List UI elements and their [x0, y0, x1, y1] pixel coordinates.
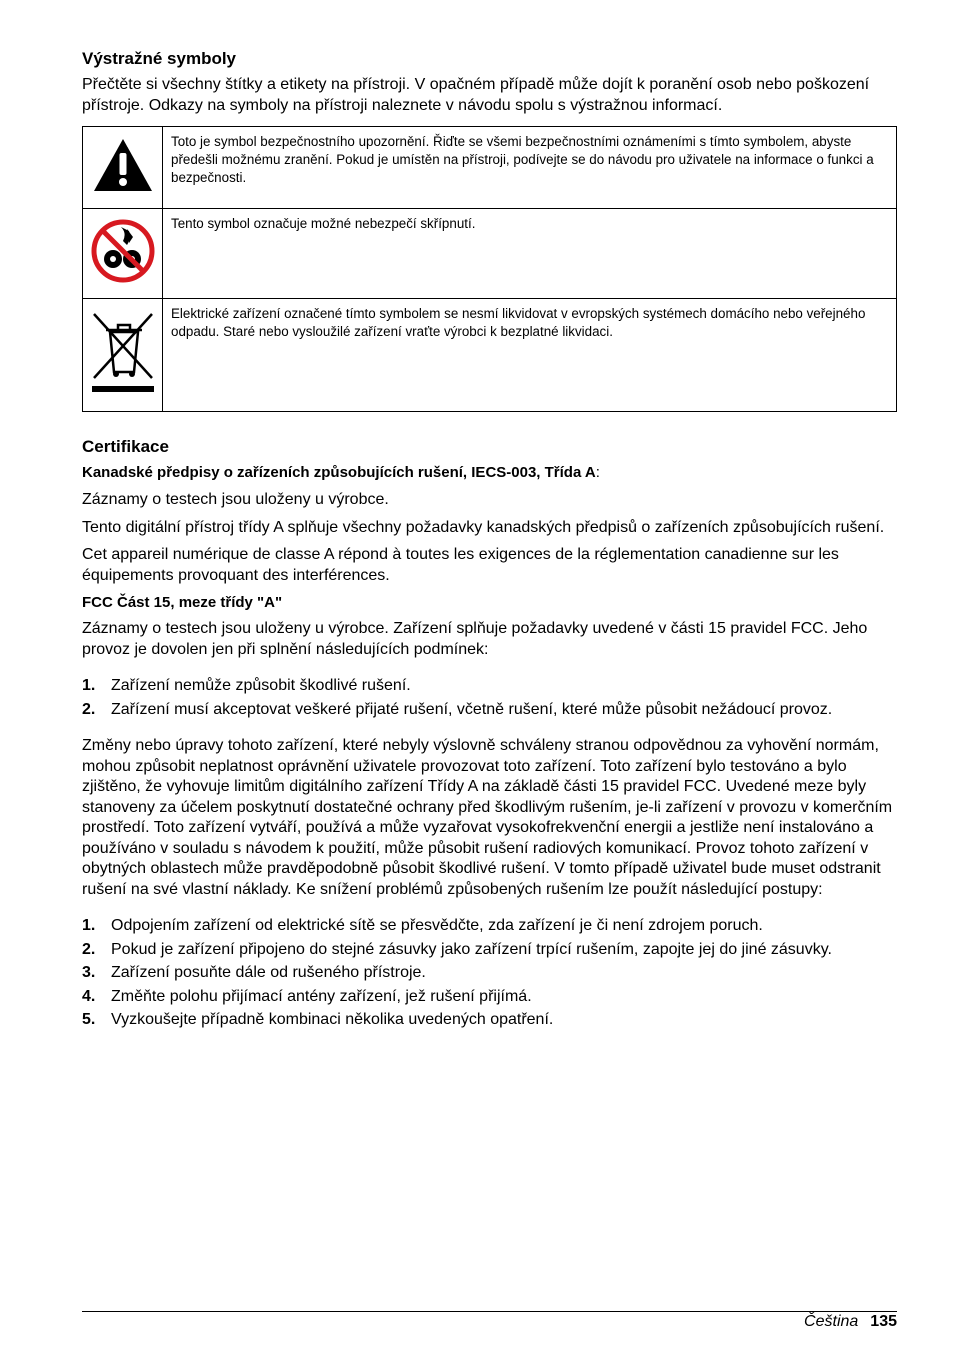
pinch-hazard-icon: [91, 219, 155, 283]
list-item: [82, 940, 897, 961]
list-item-number: 4.: [82, 987, 96, 1005]
page-content: [82, 48, 897, 1034]
warning-triangle-icon: [92, 137, 154, 193]
fcc-paragraph-2: Změny nebo úpravy tohoto zařízení, které nebyly výslovně schváleny stranou odpovědnou za vyhovění normám, mohou způsobit neplatnost oprávnění uživatele provozovat toto zařízení. Toto zařízení bylo testováno a bylo zjištěno, že vyhovuje limitům digitálního zařízení Třídy A na základě části 15 pravidel FCC. Uvedené meze byly stanoveny za účelem poskytnutí dostatečné ochrany před škodlivým rušením, je-li zařízení v provozu v komerčním prostředí. Toto zařízení vytváří, používá a může vyzařovat vysokofrekvenční energii a jestliže není instalováno a používáno v souladu s návodem k použití, může působit rušení radiových komunikací. Provoz tohoto zařízení v obytných oblastech může pravděpodobně působit škodlivé rušení. V tomto případě uživatel bude muset odstranit rušení na své vlastní náklady. Ke snížení problémů způsobených rušením lze použít následující postupy:: [82, 737, 893, 898]
list-item-number: 5.: [82, 1011, 96, 1028]
footer-language: Čeština: [804, 1313, 859, 1330]
symbol-description: Tento symbol označuje možné nebezpečí skřípnutí.: [163, 209, 897, 299]
table-row: [83, 209, 897, 299]
list-item: [82, 700, 897, 721]
symbols-table: [82, 126, 897, 412]
canada-paragraph-1: Záznamy o testech jsou uloženy u výrobce.: [82, 491, 389, 508]
canada-heading-suffix: :: [595, 464, 600, 481]
fcc-heading: FCC Část 15, meze třídy "A": [82, 594, 283, 611]
canada-heading-text: Kanadské předpisy o zařízeních způsobujících rušení, IECS-003, Třída A: [82, 464, 596, 481]
symbol-cell: [83, 299, 163, 412]
symbol-cell: [83, 127, 163, 209]
symbol-cell: [83, 209, 163, 299]
canada-paragraph-2: Tento digitální přístroj třídy A splňuje všechny požadavky kanadských předpisů o zařízeních způsobujících rušení.: [82, 518, 885, 536]
table-row: [83, 127, 897, 209]
list-item-number: 1.: [82, 677, 96, 694]
list-item-text: Vyzkoušejte případně kombinaci několika uvedených opatření.: [111, 1011, 554, 1028]
list-item-number: 3.: [82, 964, 96, 981]
list-item-text: Pokud je zařízení připojeno do stejné zásuvky jako zařízení trpící rušením, zapojte jej do jiné zásuvky.: [111, 940, 832, 958]
symbol-description: Elektrické zařízení označené tímto symbolem se nesmí likvidovat v evropských systémech domácího nebo veřejného odpadu. Staré nebo vysloužilé zařízení vraťte výrobci k bezplatné likvidaci.: [163, 299, 897, 412]
table-row: [83, 299, 897, 412]
list-item-number: 2.: [82, 700, 96, 718]
fcc-conditions-list: [82, 676, 897, 720]
canada-paragraph-3: Cet appareil numérique de classe A répond à toutes les exigences de la réglementation canadienne sur les équipements provoquant des interférences.: [82, 546, 839, 584]
list-item: [82, 916, 897, 937]
symbol-description: Toto je symbol bezpečnostního upozornění. Řiďte se všemi bezpečnostními oznámeními s tímto symbolem, abyste předešli možnému zranění. Pokud je umístěn na přístroji, podívejte se do návodu pro uživatele na informace o funkci a bezpečnosti.: [163, 127, 897, 209]
page-footer: [804, 1312, 897, 1332]
list-item-text: Zařízení nemůže způsobit škodlivé rušení.: [111, 677, 411, 694]
fcc-remedies-list: [82, 916, 897, 1031]
page-number: 135: [870, 1313, 897, 1330]
list-item: [82, 676, 897, 697]
fcc-paragraph-1: Záznamy o testech jsou uloženy u výrobce. Zařízení splňuje požadavky uvedené v části 15 pravidel FCC. Jeho provoz je dovolen jen při splnění následujících podmínek:: [82, 620, 868, 658]
certification-section: [82, 436, 897, 1031]
section-heading-certification: Certifikace: [82, 437, 169, 456]
section-heading-warning-symbols: Výstražné symboly: [82, 49, 237, 68]
warning-intro-paragraph: Přečtěte si všechny štítky a etikety na přístroji. V opačném případě může dojít k poranění osob nebo poškození přístroje. Odkazy na symboly na přístroji naleznete v návodu spolu s výstražnou informací.: [82, 76, 870, 114]
canada-heading: [82, 463, 897, 483]
list-item-text: Změňte polohu přijímací antény zařízení, jež rušení přijímá.: [111, 987, 532, 1005]
list-item-text: Odpojením zařízení od elektrické sítě se přesvědčte, zda zařízení je či není zdrojem poruch.: [111, 917, 763, 934]
list-item-number: 1.: [82, 917, 96, 934]
list-item: [82, 1010, 897, 1031]
weee-crossed-bin-icon: [90, 310, 156, 396]
list-item: [82, 963, 897, 984]
list-item-number: 2.: [82, 940, 96, 958]
list-item-text: Zařízení musí akceptovat veškeré přijaté rušení, včetně rušení, které může působit nežádoucí provoz.: [111, 700, 833, 718]
list-item: [82, 987, 897, 1008]
footer-divider: [82, 1311, 897, 1312]
list-item-text: Zařízení posuňte dále od rušeného přístroje.: [111, 964, 426, 981]
